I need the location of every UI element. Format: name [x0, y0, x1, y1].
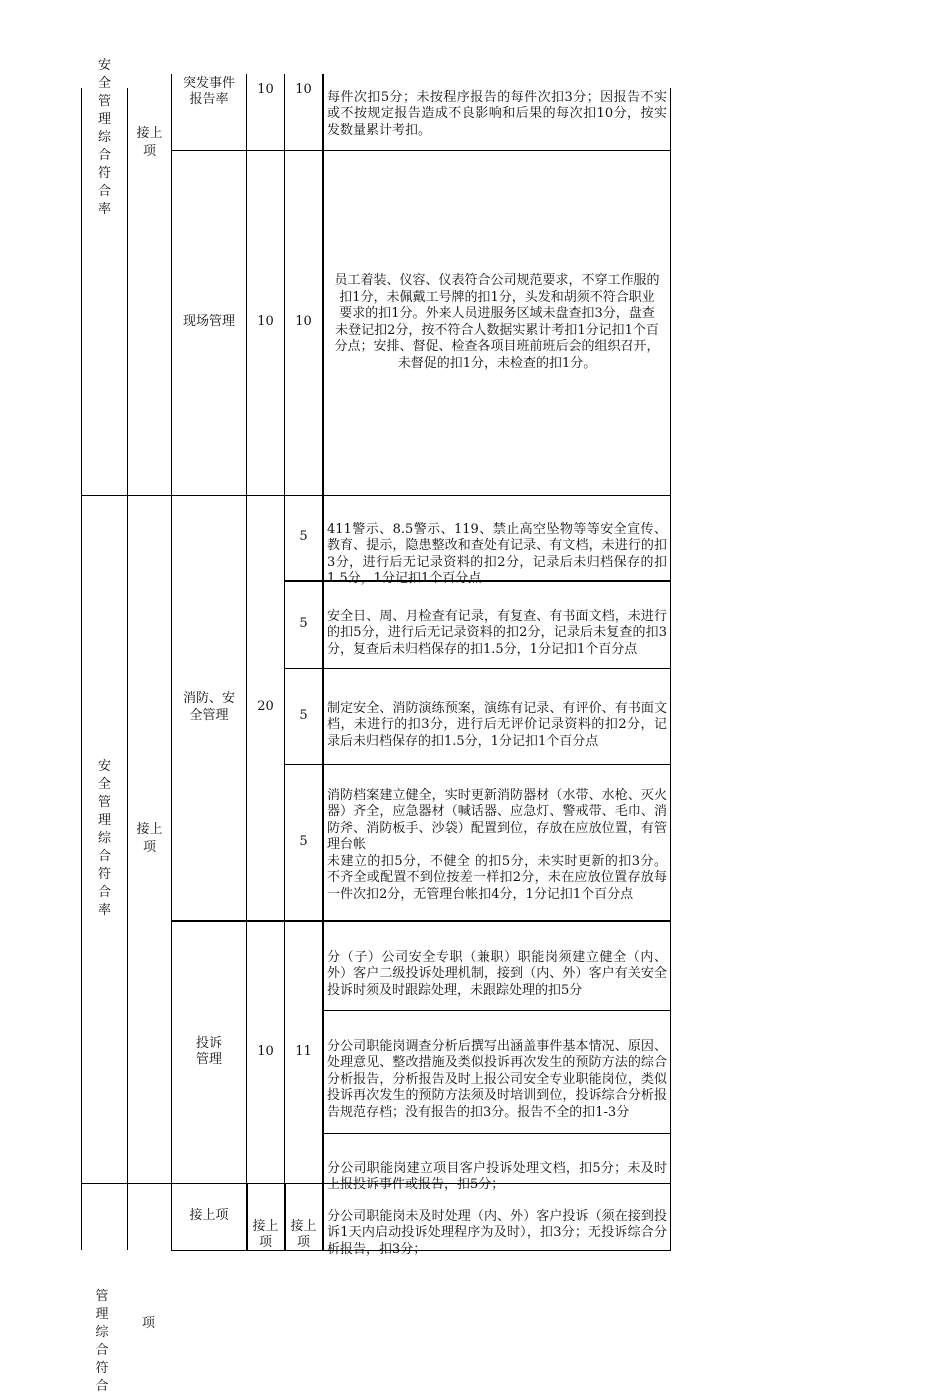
description-cell — [324, 1022, 670, 1121]
sub-label: 接上项 — [136, 822, 163, 855]
category-label: 安全管理综合符合率 — [97, 58, 111, 217]
description-text: 制定安全、消防演练预案，演练有记录、有评价、有书面文档，未进行的扣3分，进行后无评价记录资料的扣2分，记录后未归档保存的扣1.5分，1分记扣1个百分点 — [327, 700, 667, 749]
item-cell — [172, 921, 246, 1183]
grid-line — [284, 668, 671, 669]
sub-label: 项 — [142, 1316, 156, 1331]
score-cell — [285, 80, 322, 100]
description-cell — [324, 684, 670, 750]
score-value: 5 — [299, 616, 308, 632]
grid-line — [670, 495, 671, 1183]
category-label: 安全管理综合符合率 — [97, 759, 111, 918]
grid-line — [670, 1183, 671, 1250]
description-cell — [324, 150, 670, 495]
grid-line — [284, 764, 671, 765]
grid-line — [171, 920, 671, 922]
sub-cell — [128, 495, 171, 1183]
item-cell — [172, 150, 246, 495]
score-cell — [285, 921, 322, 1183]
description-cell — [324, 1192, 670, 1258]
item-label: 现场管理 — [182, 314, 235, 330]
total-value: 10 — [257, 81, 274, 97]
score-value: 10 — [295, 314, 312, 330]
total-cell — [247, 1215, 284, 1255]
total-value: 10 — [257, 1043, 274, 1059]
description-cell — [324, 592, 670, 658]
category-cell — [82, 495, 127, 1183]
sub-label: 接上项 — [136, 126, 163, 159]
description-text: 消防档案建立健全，实时更新消防器材（水带、水枪、灭火器）齐全，应急器材（喊话器、应急灯、警戒带、毛巾、消防斧、消防板手、沙袋）配置到位，存放在应放位置，有管理台帐 未建立的扣5分，不健全 的扣5分，未实时更新的扣3分。不齐全或配置不到位按差一样扣2分，未在应放位置存放每一件次扣2分，无管理台帐扣4分，1分记扣1个百分点 — [327, 787, 667, 902]
total-cell — [247, 921, 284, 1183]
score-value: 5 — [299, 707, 308, 723]
score-value: 5 — [299, 833, 308, 849]
score-cell — [285, 581, 322, 668]
description-text: 分（子）公司安全专职（兼职）职能岗须建立健全（内、外）客户二级投诉处理机制，接到（内、外）客户有关安全投诉时须及时跟踪处理，未跟踪处理的扣5分 — [327, 949, 667, 998]
score-value: 11 — [295, 1043, 312, 1059]
total-value: 10 — [257, 314, 274, 330]
description-text: 分公司职能岗未及时处理（内、外）客户投诉（须在接到投诉1天内启动投诉处理程序为及时），扣3分；无投诉综合分析报告，扣3分； — [327, 1208, 667, 1257]
grid-line — [127, 1183, 128, 1250]
grid-line — [322, 1133, 671, 1134]
description-cell — [324, 933, 670, 999]
overflow-category — [92, 1288, 116, 1396]
description-cell — [324, 771, 670, 903]
description-cell — [324, 505, 670, 588]
total-cell — [247, 150, 284, 495]
total-cell — [247, 495, 284, 920]
overflow-sub — [142, 1316, 162, 1333]
item-label: 投诉管理 — [195, 1035, 222, 1067]
description-text: 员工着装、仪容、仪表符合公司规范要求，不穿工作服的扣1分，未佩戴工号牌的扣1分，头发和胡须不符合职业要求的扣1分。外来人员进服务区域未盘查扣3分，盘查未登记扣2分，按不符合人数据实累计考扣1分记扣1个百分点；安排、督促、检查各项目班前班后会的组织召开，未督促的扣1分，未检查的扣1分。 — [334, 273, 660, 371]
category-label: 管理综合符合 — [95, 1289, 109, 1394]
item-cell — [172, 72, 246, 112]
score-value: 10 — [295, 81, 312, 97]
sub-cell — [128, 88, 171, 198]
grid-line — [322, 1010, 671, 1011]
grid-line — [81, 1183, 82, 1250]
item-label: 接上项 — [189, 1208, 229, 1224]
description-text: 分公司职能岗建立项目客户投诉处理文档，扣5分；未及时上报投诉事件或报告，扣5分； — [327, 1160, 667, 1192]
item-label: 消防、安全管理 — [182, 691, 235, 723]
score-cell — [285, 1215, 322, 1255]
category-cell — [82, 58, 127, 217]
description-text: 411警示、8.5警示、119、禁止高空坠物等等安全宣传、教育、提示，隐患整改和查处有记录、有文档，未进行的扣3分，进行后无记录资料的扣2分，记录后未归档保存的扣1.5分，1分记扣1个百分点 — [327, 521, 667, 586]
total-value: 接上项 — [252, 1218, 279, 1250]
item-label: 突发事件报告率 — [182, 75, 235, 107]
description-cell — [324, 1144, 670, 1194]
score-cell — [285, 495, 322, 580]
description-cell — [324, 73, 670, 139]
item-cell — [172, 1183, 246, 1250]
total-value: 20 — [257, 699, 274, 715]
description-text: 分公司职能岗调查分析后撰写出涵盖事件基本情况、原因、处理意见、整改措施及类似投诉再次发生的预防方法的综合分析报告，分析报告及时上报公司安全专业职能岗位，类似投诉再次发生的预防方法须及时培训到位，投诉综合分析报告规范存档；没有报告的扣3分。报告不全的扣1-3分 — [327, 1038, 667, 1120]
item-cell — [172, 495, 246, 920]
score-cell — [285, 668, 322, 764]
score-cell — [285, 764, 322, 920]
description-text: 每件次扣5分；未按程序报告的每件次扣3分；因报告不实或不按规定报告造成不良影响和后果的每次扣10分，按实发数量累计考扣。 — [327, 89, 667, 138]
score-cell — [285, 150, 322, 495]
score-value: 接上项 — [290, 1218, 317, 1250]
total-cell — [247, 80, 284, 100]
description-text: 安全日、周、月检查有记录，有复查、有书面文档，未进行的扣5分，进行后无记录资料的扣2分，记录后未复查的扣3分，复查后未归档保存的扣1.5分，1分记扣1个百分点 — [327, 608, 667, 657]
score-value: 5 — [299, 529, 308, 545]
